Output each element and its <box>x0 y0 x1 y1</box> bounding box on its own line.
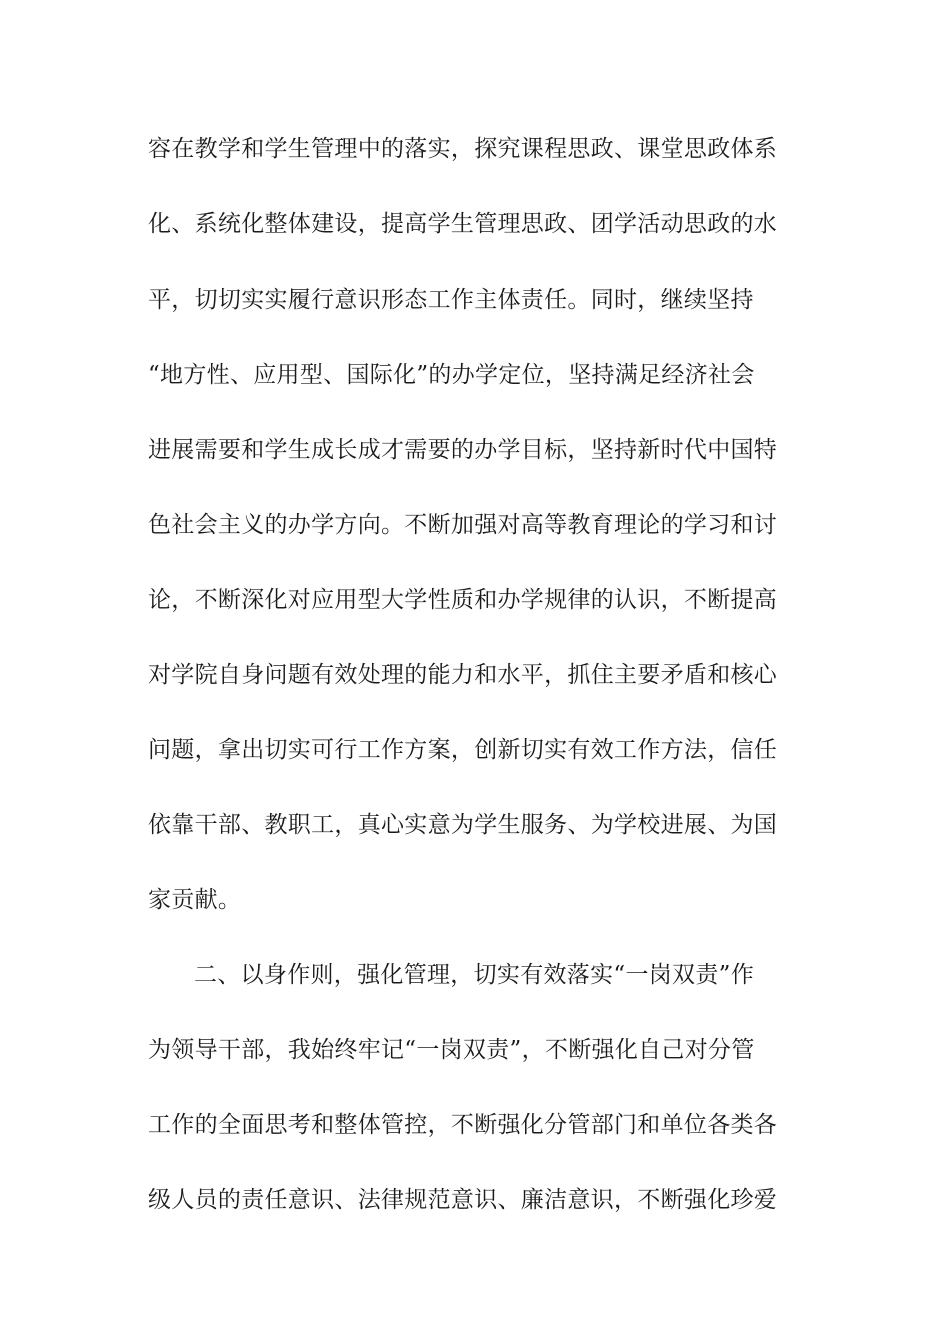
text-line: 对学院自身问题有效处理的能力和水平，抓住主要矛盾和核心 <box>148 662 778 688</box>
text-line: 为领导干部，我始终牢记“一岗双责”，不断强化自己对分管 <box>148 1037 755 1063</box>
text-line: 平，切切实实履行意识形态工作主体责任。同时，继续坚持 <box>148 287 754 313</box>
text-line: 化、系统化整体建设，提高学生管理思政、团学活动思政的水 <box>148 211 778 237</box>
text-line: “地方性、应用型、国际化”的办学定位，坚持满足经济社会 <box>148 362 755 388</box>
text-line: 依靠干部、教职工，真心实意为学生服务、为学校进展、为国 <box>148 812 778 838</box>
text-line: 家贡献。 <box>148 887 242 913</box>
text-line: 工作的全面思考和整体管控，不断强化分管部门和单位各类各 <box>148 1112 778 1138</box>
text-line: 容在教学和学生管理中的落实，探究课程思政、课堂思政体系 <box>148 136 778 162</box>
text-line: 问题，拿出切实可行工作方案，创新切实有效工作方法，信任 <box>148 737 778 763</box>
text-line: 级人员的责任意识、法律规范意识、廉洁意识，不断强化珍爱 <box>148 1187 778 1213</box>
text-line: 色社会主义的办学方向。不断加强对高等教育理论的学习和讨 <box>148 512 778 538</box>
text-line: 论，不断深化对应用型大学性质和办学规律的认识，不断提高 <box>148 587 778 613</box>
section-heading-line: 二、以身作则，强化管理，切实有效落实“一岗双责”作 <box>194 962 755 988</box>
text-line: 进展需要和学生成长成才需要的办学目标，坚持新时代中国特 <box>148 437 778 463</box>
